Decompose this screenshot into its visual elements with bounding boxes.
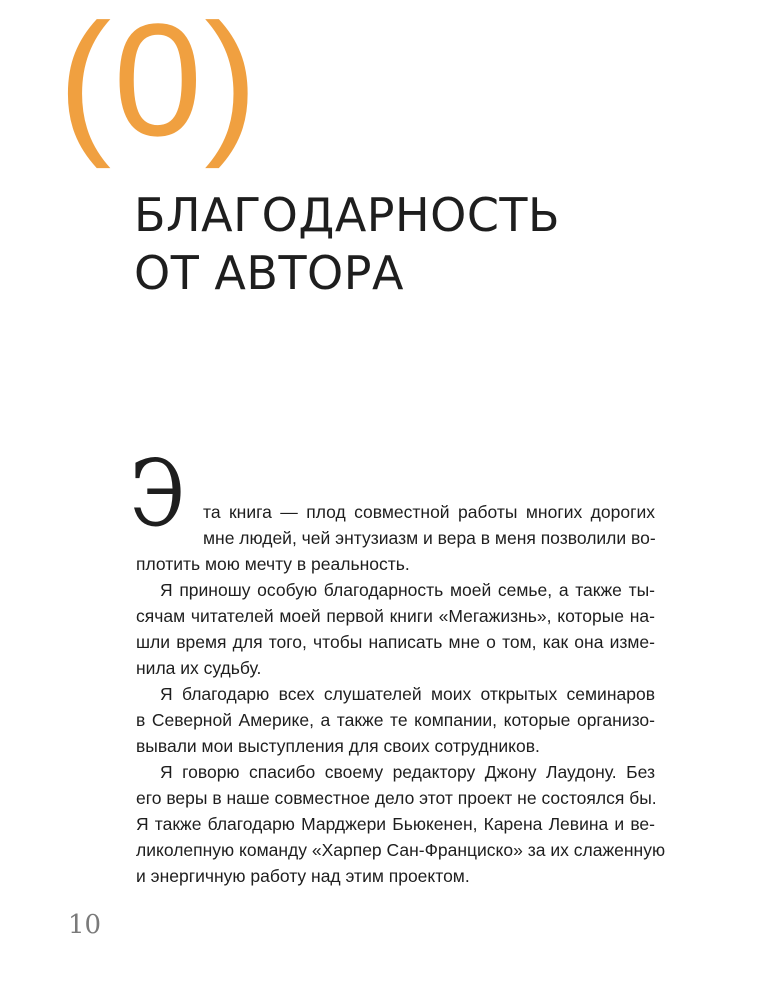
paragraph-4-line-1: Я говорю спасибо своему редактору Джону Лаудону. Без [160,762,655,782]
chapter-title-line-2: ОТ АВТОРА [134,246,404,300]
paragraph-3-line-1: Я благодарю всех слушателей моих открытых семинаров [160,684,655,704]
paragraph-4-line-2: его веры в наше совместное дело этот проект не состоялся бы. [136,788,657,808]
paragraph-3-line-2: в Северной Америке, а также те компании, которые организо- [136,710,655,730]
paragraph-2-line-1: Я приношу особую благодарность моей семье, а также ты- [160,580,655,600]
paragraph-2-line-3: шли время для того, чтобы написать мне о том, как она изме- [136,632,655,652]
chapter-title-line-1: БЛАГОДАРНОСТЬ [134,188,561,242]
paragraph-1-line-2: мне людей, чей энтузиазм и вера в меня позволили во- [203,528,656,548]
paragraph-4-line-3: Я также благодарю Марджери Бьюкенен, Карена Левина и ве- [136,814,655,834]
paragraph-1-line-1: та книга — плод совместной работы многих дорогих [203,502,655,522]
paragraph-2-line-4: нила их судьбу. [136,658,262,678]
drop-cap: Э [130,440,185,547]
paragraph-2-line-2: сячам читателей моей первой книги «Мегажизнь», которые на- [136,606,655,626]
paragraph-1-line-3: плотить мою мечту в реальность. [136,554,410,574]
paragraph-3-line-3: вывали мои выступления для своих сотрудников. [136,736,540,756]
chapter-title [134,186,694,302]
paragraph-4-line-5: и энергичную работу над этим проектом. [136,866,470,886]
page-number: 10 [68,910,102,940]
chapter-number: (0) [58,0,260,169]
paragraph-4-line-4: ликолепную команду «Харпер Сан-Франциско» за их слаженную [136,840,666,860]
